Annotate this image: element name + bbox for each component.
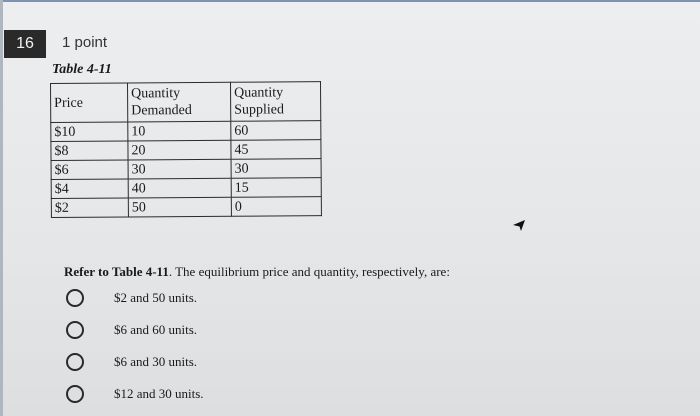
prompt-text: . The equilibrium price and quantity, respectively, are: — [168, 264, 450, 279]
cell-price: $10 — [51, 122, 128, 142]
table-row — [51, 140, 321, 161]
cell-quantity-supplied: 45 — [231, 140, 321, 160]
cell-quantity-demanded: 10 — [128, 121, 231, 141]
window-top-border — [0, 0, 700, 2]
radio-button[interactable] — [66, 289, 84, 307]
option-label: $12 and 30 units. — [114, 386, 204, 401]
radio-button[interactable] — [66, 385, 84, 403]
supply-demand-table — [50, 81, 322, 218]
radio-button[interactable] — [66, 353, 84, 371]
cell-quantity-supplied: 0 — [231, 197, 321, 217]
cell-quantity-supplied: 15 — [231, 178, 321, 198]
question-points: 1 point — [62, 34, 108, 51]
table-row — [51, 197, 321, 218]
cell-quantity-supplied: 60 — [231, 121, 321, 141]
cell-quantity-demanded: 20 — [128, 140, 231, 160]
header-quantity-supplied: Quantity Supplied — [230, 82, 320, 122]
answer-option-3[interactable] — [66, 351, 197, 373]
cell-quantity-demanded: 30 — [128, 159, 231, 179]
cell-price: $8 — [51, 141, 128, 161]
option-label: $6 and 60 units. — [114, 322, 198, 337]
cell-price: $2 — [51, 198, 128, 218]
mouse-cursor-icon — [512, 218, 526, 232]
question-number-badge: 16 — [4, 30, 46, 58]
table-header-row — [51, 82, 321, 123]
option-label: $2 and 50 units. — [114, 290, 198, 305]
table-row — [51, 178, 321, 199]
table-row — [51, 159, 321, 180]
radio-button[interactable] — [66, 321, 84, 339]
table-title: Table 4-11 — [52, 62, 112, 77]
cell-quantity-demanded: 50 — [128, 197, 231, 217]
header-price: Price — [51, 83, 128, 123]
header-quantity-demanded: Quantity Demanded — [128, 82, 231, 122]
answer-option-2[interactable] — [66, 319, 197, 341]
cell-price: $6 — [51, 160, 128, 180]
answer-option-4[interactable] — [66, 383, 204, 405]
question-prompt — [64, 264, 450, 280]
cell-quantity-supplied: 30 — [231, 159, 321, 179]
answer-option-1[interactable] — [66, 287, 197, 309]
table-row — [51, 121, 321, 142]
cell-price: $4 — [51, 179, 128, 199]
window-left-border — [0, 0, 3, 416]
cell-quantity-demanded: 40 — [128, 178, 231, 198]
option-label: $6 and 30 units. — [114, 354, 198, 369]
prompt-reference: Refer to Table 4-11 — [64, 264, 169, 279]
